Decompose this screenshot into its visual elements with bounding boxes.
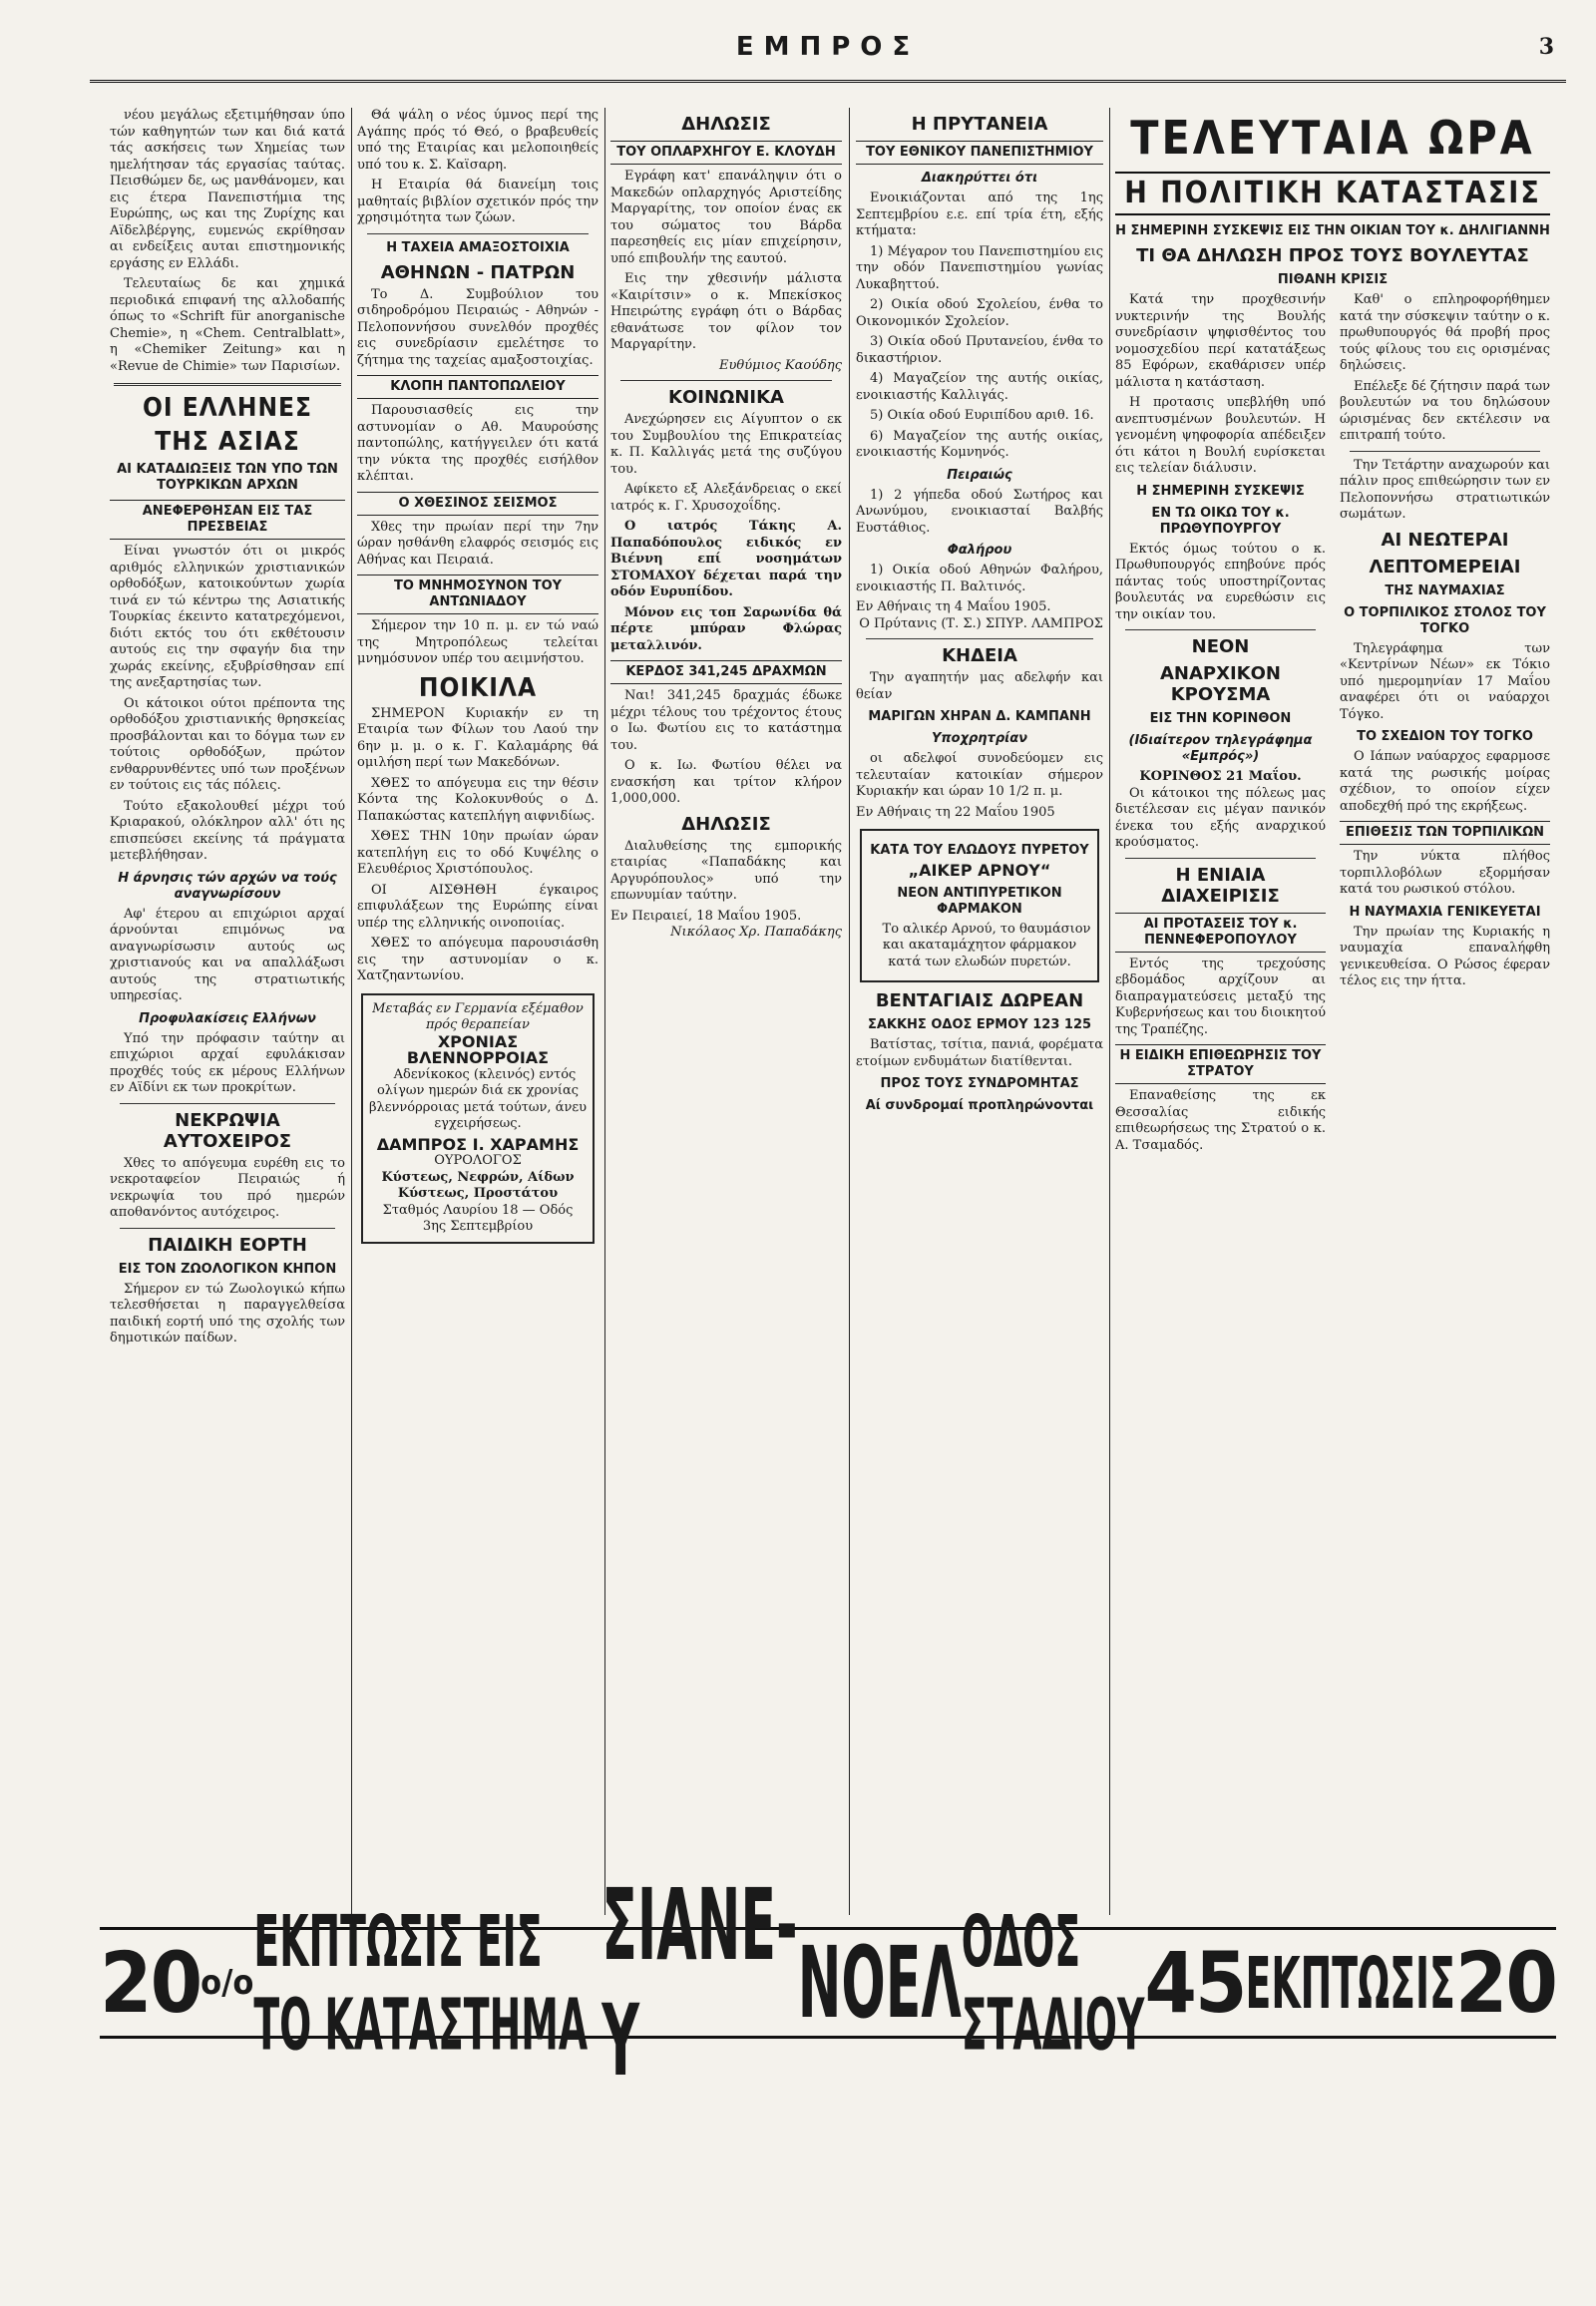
headline: ΚΗΔΕΙΑ	[942, 645, 1017, 666]
column-rule	[849, 108, 850, 1915]
subheadline: Υποχρητρίαν	[931, 731, 1028, 746]
article-text: 3) Οικία οδού Πρυτανείου, ένθα το δικαστήριον.	[856, 334, 1103, 366]
ad-name: ΔΑΜΠΡΟΣ Ι. ΧΑΡΑΜΗΣ	[376, 1134, 580, 1154]
headline: ΔΗΛΩΣΙΣ	[681, 813, 771, 835]
banner-discount-number: 20	[100, 1934, 201, 2032]
subheadline: ΕΙΣ ΤΟΝ ΖΩΟΛΟΓΙΚΟΝ ΚΗΠΟΝ	[118, 1261, 337, 1277]
article-text: ΧΘΕΣ το απόγευμα εις την θέσιν Κόντα της Κολοκυνθούς ο Δ. Παπακώστας κατεπλήγη αιφνιδίως.	[357, 775, 598, 824]
section-heading: ΕΝ ΤΩ ΟΙΚΩ ΤΟΥ κ. ΠΡΩΘΥΠΟΥΡΓΟΥ	[1151, 505, 1290, 537]
article-text: Επέλεξε δέ ζήτησιν παρά των βουλευτών να του δηλώσουν ώρισμένας δεν εκτέλεσιν να επιτραπή τούτο.	[1340, 378, 1550, 443]
subheadline: ΣΑΚΚΗΣ ΟΔΟΣ ΕΡΜΟΥ 123 125	[867, 1017, 1092, 1032]
lead-headline: ΤΕΛΕΥΤΑΙΑ ΩΡΑ	[1130, 111, 1535, 165]
date-line: Εν Αθήναις τη 4 Μαΐου 1905.	[856, 599, 1051, 614]
ad-address: Σταθμός Λαυρίου 18 — Οδός 3ης Σεπτεμβρίου	[382, 1202, 574, 1234]
headline: Ο ΧΘΕΣΙΝΟΣ ΣΕΙΣΜΟΣ	[357, 492, 598, 516]
section-heading: Πειραιώς	[947, 467, 1012, 483]
article-text: Ναι! 341,245 δραχμάς έδωκε μέχρι τέλους του τρέχοντος έτους ο Ιω. Φωτίου εις το κατάστημα του.	[610, 688, 842, 753]
date-line: Εν Αθήναις τη 22 Μαΐου 1905	[856, 804, 1055, 820]
advertisement	[361, 993, 595, 1244]
subheadline: ΑΙ ΚΑΤΑΔΙΩΞΕΙΣ ΤΩΝ ΥΠΟ ΤΩΝ ΤΟΥΡΚΙΚΩΝ ΑΡΧΩΝ	[117, 462, 338, 493]
article-text: Χθες την πρωίαν περί την 7ην ώραν ησθάνθη ελαφρός σεισμός εις Αθήνας και Πειραιά.	[357, 519, 598, 568]
subheadline: Διακηρύττει ότι	[921, 171, 1038, 186]
subheadline: ΠΙΘΑΝΗ ΚΡΙΣΙΣ	[1277, 272, 1389, 287]
column-rule	[1109, 108, 1110, 1915]
subheadline: ΤΟΥ ΟΠΛΑΡΧΗΓΟΥ Ε. ΚΛΟΥΔΗ	[610, 141, 842, 165]
section-heading: Προφυλακίσεις Ελλήνων	[139, 1010, 316, 1026]
signature: Νικόλαος Χρ. Παπαδάκης	[670, 925, 842, 940]
banner-text: ΕΚΠΤΩΣΙΣ	[1245, 1941, 1455, 2025]
article-text: Μόνον εις τοπ Σαρωνίδα θά πέρτε μπύραν Φλώρας μεταλλινόν.	[610, 604, 842, 653]
ad-title: „ΑΙΚΕΡ ΑΡΝΟΥ“	[908, 861, 1051, 880]
article-text: Ο ιατρός Τάκης Α. Παπαδόπουλος ειδικός εν Βιέννη επί νοσημάτων ΣΤΟΜΑΧΟΥ δέχεται παρά την οδόν Ευρυπίδου.	[610, 519, 842, 599]
headline: ΤΟ ΜΝΗΜΟΣΥΝΟΝ ΤΟΥ ΑΝΤΩΝΙΑΔΟΥ	[357, 575, 598, 614]
article-text: Τελευταίως δε και χημικά περιοδικά επιφανή της αλλοδαπής όπως το «Schrift für anorganische Chemie», η «Chem. Centralblatt», η «Chemiker Zeitung» και η «Revue de Chimie» των Παρισίων.	[110, 276, 345, 374]
article-text: ΣΗΜΕΡΟΝ Κυριακήν εν τη Εταιρία των Φίλων του Λαού την 6ην μ. μ. ο κ. Γ. Καλαμάρης θά ομιλήση περί των Μακεδόνων.	[357, 705, 598, 770]
notice: Αί συνδρομαί προπληρώνονται	[865, 1098, 1094, 1113]
subheadline: ΤΙ ΘΑ ΔΗΛΩΣΗ ΠΡΟΣ ΤΟΥΣ ΒΟΥΛΕΥΤΑΣ	[1136, 245, 1529, 266]
lead-headline: Η ΠΟΛΙΤΙΚΗ ΚΑΤΑΣΤΑΣΙΣ	[1115, 172, 1550, 215]
article-text: Είναι γνωστόν ότι οι μικρός αριθμός ελληνικών χριστιανικών ορθοδόξων, κατοικούντων χωρία τινά εν τώ κέντρω της Ασιατικής Τουρκίας έκειντο κατατρεχόμενοι, διότι εκτός του ότι εκθέτουσιν αυτούς εις την σφαγήν δια την χωράς εκείνης, εξυβρίσθησαν επί της ανεξαρτησίας των.	[110, 544, 345, 690]
banner-store-name: ΝΟΕΛ	[797, 1925, 962, 2041]
article-text: Ενοικιάζονται από της 1ης Σεπτεμβρίου ε.ε. επί τρία έτη, εξής κτήματα:	[856, 191, 1103, 238]
article-text: νέου μεγάλως εξετιμήθησαν ύπο τών καθηγητών των και διά κατά τάς ασκήσεις των Χημείας των ημελήτησαν τάς εργασίας ταύτας. Πεισθώμεν δε, ως μανθάνομεν, και εις έτερα Πανεπιστήμια της Ευρώπης, ως και της Ζυρίχης και Αϊδελβέργης, ευμενώς εκρίθησαν αι ενδείξεις αυται επιστημονικής εργάσης εν Ελλάδι.	[110, 108, 345, 271]
column-3	[610, 108, 842, 1915]
ad-role: ΟΥΡΟΛΟΓΟΣ	[434, 1153, 522, 1168]
headline: ΤΗΣ ΝΑΥΜΑΧΙΑΣ	[1385, 582, 1505, 598]
article-text: Την Τετάρτην αναχωρούν και πάλιν προς επιθεώρησιν των εν Πελοποννήσω στρατιωτικών σωμάτων.	[1340, 457, 1550, 522]
subheadline: Η ΣΗΜΕΡΙΝΗ ΣΥΣΚΕΨΙΣ ΕΙΣ ΤΗΝ ΟΙΚΙΑΝ ΤΟΥ κ. ΔΗΛΙΓΙΑΝΝΗ	[1115, 223, 1550, 238]
article-text: Ο Ιάπων ναύαρχος εφαρμοσε κατά της ρωσικής μοίρας σχέδιον, το οποίον είχεν αποδεχθή πρό της εκρήξεως.	[1340, 749, 1550, 814]
divider	[1350, 451, 1540, 452]
article-text: Οι κάτοικοι της πόλεως μας διετέλεσαν εις μέγαν πανικόν ένεκα του εξής αναρχικού κρούσματος.	[1115, 785, 1326, 850]
subheadline: ΑΝΕΦΕΡΘΗΣΑΝ ΕΙΣ ΤΑΣ ΠΡΕΣΒΕΙΑΣ	[110, 500, 345, 540]
divider	[367, 233, 589, 234]
section-heading: Η ΣΗΜΕΡΙΝΗ ΣΥΣΚΕΨΙΣ	[1136, 483, 1305, 499]
section-heading: ΤΟ ΣΧΕΔΙΟΝ ΤΟΥ ΤΟΓΚΟ	[1357, 729, 1533, 744]
column-rule	[604, 108, 605, 1915]
article-text: 1) Οικία οδού Αθηνών Φαλήρου, ενοικιαστής Π. Βαλτινός.	[856, 563, 1103, 594]
article-text: 5) Οικία οδού Ευριπίδου αριθ. 16.	[870, 408, 1094, 423]
article-text: Αφίκετο εξ Αλεξάνδρειας ο εκεί ιατρός κ. Γ. Χρυσοχοΐδης.	[610, 482, 842, 514]
article-text: Το Δ. Συμβούλιον του σιδηροδρόμου Πειραιώς - Αθηνών - Πελοποννήσου συνελθόν προχθές εις συνεδρίασιν εμελέτησε το ζήτημα της ταχείας αμαξοστοιχίας.	[357, 286, 598, 368]
column-rule	[351, 108, 352, 1915]
subcolumn-right	[1340, 292, 1550, 1158]
article-text: Ο κ. Ιω. Φωτίου θέλει να ενασκήση και τρίτον κλήρον 1,000,000.	[610, 758, 842, 806]
bottom-banner-ad	[100, 1867, 1556, 2099]
article-text: οι αδελφοί συνοδεύομεν εις τελευταίαν κατοικίαν σήμερον Κυριακήν και ώραν 10 1/2 π. μ.	[856, 751, 1103, 799]
headline: ΚΟΙΝΩΝΙΚΑ	[668, 387, 784, 408]
article-text: Ανεχώρησεν εις Αίγυπτον ο εκ του Συμβουλίου της Επικρατείας κ. Π. Καλλιγάς μετά της συζύγου του.	[610, 412, 842, 477]
article-text: Παρουσιασθείς εις την αστυνομίαν ο Αθ. Μαυρούσης παντοπώλης, κατήγγειλεν ότι κατά την νύκτα της προχθές εισήλθον κλέπται.	[357, 403, 598, 484]
section-heading: Η ΝΑΥΜΑΧΙΑ ΓΕΝΙΚΕΥΕΤΑΙ	[1349, 904, 1541, 920]
headline: ΟΙ ΕΛΛΗΝΕΣ	[142, 393, 313, 423]
article-text: ΧΘΕΣ ΤΗΝ 10ην πρωίαν ώραν κατεπλήγη εις το οδό Κυψέλης ο Ελευθέριος Χριστόπουλος.	[357, 829, 598, 877]
date-line: Εν Πειραιεί, 18 Μαΐου 1905.	[610, 908, 802, 924]
headline: ΠΡΟΣ ΤΟΥΣ ΣΥΝΔΡΟΜΗΤΑΣ	[880, 1076, 1079, 1091]
subcolumn-left	[1115, 292, 1326, 1158]
article-text: Τηλεγράφημα των «Κεντρίνων Νέων» εκ Τόκιο υπό ημερομηνίαν 17 Μαΐου αναφέρει ότι οι ναύαρχοι Τόγκο.	[1340, 640, 1550, 722]
article-text: Εκτός όμως τούτου ο κ. Πρωθυπουργός επηβούνε πρός πάντας τούς υποστηρίζοντας βουλευτάς να ευρεθώσιν εις την οικίαν του.	[1115, 541, 1326, 622]
headline: ΜΑΡΙΓΩΝ ΧΗΡΑΝ Δ. ΚΑΜΠΑΝΗ	[868, 709, 1091, 724]
article-text: Σήμερον την 10 π. μ. εν τώ ναώ της Μητροπόλεως τελείται μνημόσυνον υπέρ του αειμνήστου.	[357, 618, 598, 666]
article-text: 6) Μαγαζείον της αυτής οικίας, ενοικιαστής Κομνηνός.	[856, 428, 1103, 460]
article-text: Η Εταιρία θά διανείμη τοις μαθηταίς βιβλίον σχετικόν πρός την χρησιμότητα των ζώων.	[357, 178, 598, 225]
article-text: Υπό την πρόφασιν ταύτην αι επιχώριοι αρχαί εφυλάκισαν προχθές τούς εκ μέρους Ελλήνων εν Αϊδίνι εκ των προκρίτων.	[110, 1030, 345, 1095]
article-text: 1) Μέγαρον του Πανεπιστημίου εις την οδόν Πανεπιστημίου γωνίας Λυκαβηττού.	[856, 243, 1103, 292]
banner-discount-number: 20	[1454, 1934, 1556, 2032]
article-text: Χθες το απόγευμα ευρέθη εις το νεκροταφείον Πειραιώς ή νεκρωψία του πρό ημερών αποθανόντος αυτόχειρος.	[110, 1155, 345, 1220]
newspaper-title: ΕΜΠΡΟΣ	[735, 32, 921, 62]
ad-text: Αδενίκοκος (κλεινός) εντός ολίγων ημερών διά εκ χρονίας βλεννόρροιας μετά τούτων, άνευ εγχειρήσεως.	[369, 1066, 588, 1131]
article-text: Εις την χθεσινήν μάλιστα «Καιρίτσιν» ο κ. Μπεκίσκος Ηπειρώτης εγράφη ότι ο Βάρδας εθανάτωσε τον φίλον τον Μαργαρίτην.	[610, 271, 842, 352]
subheadline: ΑΙ ΠΡΟΤΑΣΕΙΣ ΤΟΥ κ. ΠΕΝΝΕΦΕΡΟΠΟΥΛΟΥ	[1115, 913, 1326, 953]
article-text: Τούτο εξακολουθεί μέχρι τού Κριαρακού, ολόκληρον αλλ' ότι ης επισπεύσει εκείνης τά πράγματα μετεβλήθησαν.	[110, 798, 345, 863]
column-2	[357, 108, 598, 1915]
divider	[114, 383, 341, 386]
article-text: Την νύκτα πλήθος τορπιλλοβόλων εξορμήσαν κατά του ρωσικού στόλου.	[1340, 849, 1550, 897]
headline: ΑΝΑΡΧΙΚΟΝ ΚΡΟΥΣΜΑ	[1159, 663, 1281, 705]
divider	[1125, 629, 1316, 630]
article-text: Οι κάτοικοι ούτοι πρέποντα της ορθοδόξου χριστιανικής θρησκείας προσβάλονται και το δόγμα των εν τούτοις ορθοδόξων, πρώτον ενθαρρυνθέντες υπό των προξένων εν τούτοις εις τάς πόλεις.	[110, 695, 345, 793]
subheadline: ΕΙΣ ΤΗΝ ΚΟΡΙΝΘΟΝ	[1149, 711, 1292, 726]
article-text: Η προτασις υπεβλήθη υπό ανεπτυσμένων βουλευτών. Η γενομένη ψηφοφορία απέδειξεν ότι κάτοι η Βουλή ευρίσκεται εις τελείαν διάλυσιν.	[1115, 395, 1326, 476]
headline: Η ΤΑΧΕΙΑ ΑΜΑΞΟΣΤΟΙΧΙΑ	[386, 239, 570, 255]
ad-text: Το αλικέρ Αρνού, το θαυμάσιον και ακαταμάχητον φάρμακον κατά των ελωδών πυρετών.	[882, 921, 1091, 969]
headline: ΤΗΣ ΑΣΙΑΣ	[155, 427, 300, 457]
ad-title: ΧΡΟΝΙΑΣ ΒΛΕΝΝΟΡΡΟΙΑΣ	[406, 1031, 550, 1067]
article-text: Σήμερον εν τώ Ζωολογικώ κήπω τελεσθήσεται η παραγγελθείσα παιδική εορτή υπό της σχολής των δημοτικών παίδων.	[110, 1281, 345, 1345]
article-text: ΟΙ ΑΙΣΘΗΘΗ έγκαιρος επιφυλάξεων της Ευρώπης είναι υπέρ της ελληνικής οινοποιίας.	[357, 882, 598, 931]
headline: ΑΙ ΝΕΩΤΕΡΑΙ	[1381, 529, 1509, 551]
headline: ΠΟΙΚΙΛΑ	[418, 672, 538, 703]
ad-heading: ΚΑΤΑ ΤΟΥ ΕΛΩΔΟΥΣ ΠΥΡΕΤΟΥ	[870, 843, 1089, 858]
headline: ΝΕΚΡΩΨΙΑ ΑΥΤΟΧΕΙΡΟΣ	[163, 1109, 292, 1152]
headline: ΑΘΗΝΩΝ - ΠΑΤΡΩΝ	[380, 261, 576, 283]
divider	[1125, 858, 1316, 859]
article-text: ΧΘΕΣ το απόγευμα παρουσιάσθη εις την αστυνομίαν ο κ. Χατζηαντωνίου.	[357, 936, 598, 983]
section-heading: Η άρνησις τών αρχών να τούς αναγνωρίσουν	[118, 870, 337, 902]
headline: ΚΕΡΔΟΣ 341,245 ΔΡΑΧΜΩΝ	[610, 660, 842, 684]
article-text: Κατά την προχθεσινήν νυκτερινήν της Βουλής συνεδρίασιν ψηφισθέντος του νομοσχεδίου περί κατατάξεως 85 Εφόρων, εκαθάρισεν υπέρ μάλιστα η κατάσταση.	[1115, 292, 1326, 390]
masthead	[90, 30, 1566, 83]
article-text: 1) 2 γήπεδα οδού Σωτήρος και Ανωνύμου, ενοικιασταί Βαλβής Ευστάθιος.	[856, 487, 1103, 536]
headline: ΝΕΟΝ	[1191, 636, 1250, 657]
banner-store-name: ΣΙΑΝΕ-Υ	[601, 1867, 798, 2099]
article-text: Διαλυθείσης της εμπορικής εταιρίας «Παπαδάκης και Αργυρόπουλος» υπό την επωνυμίαν ταύτην.	[610, 838, 842, 903]
article-text: Βατίστας, τσίτια, πανιά, φορέματα ετοίμων ενδυμάτων διατίθενται.	[856, 1037, 1103, 1069]
article-text: Εντός της τρεχούσης εβδομάδος αρχίζουν αι διαπραγματεύσεις μεταξύ της Κυβερνήσεως και του διοικητού της Τραπέζης.	[1115, 956, 1326, 1037]
section-heading: Φαλήρου	[947, 543, 1012, 558]
headline: ΒΕΝΤΑΓΙΑΙΣ ΔΩΡΕΑΝ	[875, 990, 1084, 1011]
subheadline: (Ιδιαίτερον τηλεγράφημα «Εμπρός»)	[1128, 733, 1313, 764]
divider	[620, 380, 832, 381]
subheadline: Ο ΤΟΡΠΙΛΙΚΟΣ ΣΤΟΛΟΣ ΤΟΥ ΤΟΓΚΟ	[1344, 604, 1546, 636]
column-5	[1115, 108, 1550, 1915]
article-text: Την αγαπητήν μας αδελφήν και θείαν	[856, 670, 1103, 702]
headline: Η ΠΡΥΤΑΝΕΙΑ	[911, 114, 1048, 135]
headline: ΛΕΠΤΟΜΕΡΕΙΑΙ	[1369, 556, 1521, 577]
headline: Η ΕΝΙΑΙΑ ΔΙΑΧΕΙΡΙΣΙΣ	[1161, 864, 1280, 907]
banner-text: ΕΚΠΤΩΣΙΣ ΕΙΣ ΤΟ ΚΑΤΑΣΤΗΜΑ	[253, 1899, 589, 2067]
divider	[120, 1228, 335, 1229]
banner-percent-sign: o/o	[200, 1963, 254, 2003]
headline: ΚΛΟΠΗ ΠΑΝΤΟΠΩΛΕΙΟΥ	[357, 375, 598, 399]
column-1	[110, 108, 345, 1915]
article-text: 4) Μαγαζείον της αυτής οικίας, ενοικιαστής Καλλιγάς.	[856, 371, 1103, 403]
ad-subtitle: ΝΕΟΝ ΑΝΤΙΠΥΡΕΤΙΚΟΝ ΦΑΡΜΑΚΟΝ	[897, 885, 1062, 917]
ad-intro: Μεταβάς εν Γερμανία εξέμαθον πρός θεραπείαν	[372, 1000, 584, 1032]
banner-address: ΟΔΟΣ ΣΤΑΔΙΟΥ	[961, 1899, 1145, 2067]
two-column-body	[1115, 292, 1550, 1158]
article-text: Επαναθείσης της εκ Θεσσαλίας ειδικής επιθεωρήσεως της Στρατού ο κ. Α. Τσαμαδός.	[1115, 1088, 1326, 1153]
article-text: Θά ψάλη ο νέος ύμνος περί της Αγάπης πρός τό Θεό, ο βραβευθείς υπό της Εταιρίας και μελοποιηθείς υπό του κ. Σ. Καϊσαρη.	[357, 108, 598, 173]
article-text: 2) Οικία οδού Σχολείου, ένθα το Οικονομικόν Σχολείον.	[856, 297, 1103, 329]
dateline: ΚΟΡΙΝΘΟΣ 21 Μαΐου.	[1139, 769, 1302, 784]
article-text: Καθ' ο επληροφορήθημεν κατά την σύσκεψιν ταύτην ο κ. πρωθυπουργός θά προβή προς τούς φίλους του εις ορισμένας δηλώσεις.	[1340, 292, 1550, 373]
divider	[866, 638, 1093, 639]
divider	[120, 1103, 335, 1104]
signature: Ο Πρύτανις (Τ. Σ.) ΣΠΥΡ. ΛΑΜΠΡΟΣ	[859, 615, 1103, 631]
page-number: 3	[1538, 34, 1554, 60]
ad-extra: Κύστεως, Νεφρών, Αίδων Κύστεως, Προστάτου	[381, 1169, 575, 1201]
column-4	[856, 108, 1103, 1915]
headline: Η ΕΙΔΙΚΗ ΕΠΙΘΕΩΡΗΣΙΣ ΤΟΥ ΣΤΡΑΤΟΥ	[1115, 1044, 1326, 1084]
signature: Ευθύμιος Καούδης	[718, 357, 842, 373]
advertisement	[860, 829, 1099, 982]
article-text: Αφ' έτερου αι επιχώριοι αρχαί άρνούνται επιμόνως να αναγνωρίσωσιν αυτούς ως χριστιανούς και να απαλλάξωσι αυτούς της στρατιωτικής υπηρεσίας.	[110, 906, 345, 1003]
article-text: Εγράφη κατ' επανάληψιν ότι ο Μακεδών οπλαρχηγός Αριστείδης Μαργαρίτης, τον οποίον ένας εκ του σώματος του Βάρδα παρεσηθείς εις μίαν επιχείρησιν, υπό επιβουλήν της εαυτού.	[610, 169, 842, 266]
article-text: Την πρωίαν της Κυριακής η ναυμαχία επαναλήφθη γενικευθείσα. Ο Ρώσος έφεραν τέλος εις την ήττα.	[1340, 924, 1550, 988]
headline: ΠΑΙΔΙΚΗ ΕΟΡΤΗ	[148, 1234, 307, 1256]
banner-street-number: 45	[1144, 1934, 1246, 2032]
subheadline: ΤΟΥ ΕΘΝΙΚΟΥ ΠΑΝΕΠΙΣΤΗΜΙΟΥ	[856, 141, 1103, 165]
section-heading: ΕΠΙΘΕΣΙΣ ΤΩΝ ΤΟΡΠΙΛΙΚΩΝ	[1340, 821, 1550, 845]
headline: ΔΗΛΩΣΙΣ	[681, 114, 771, 135]
